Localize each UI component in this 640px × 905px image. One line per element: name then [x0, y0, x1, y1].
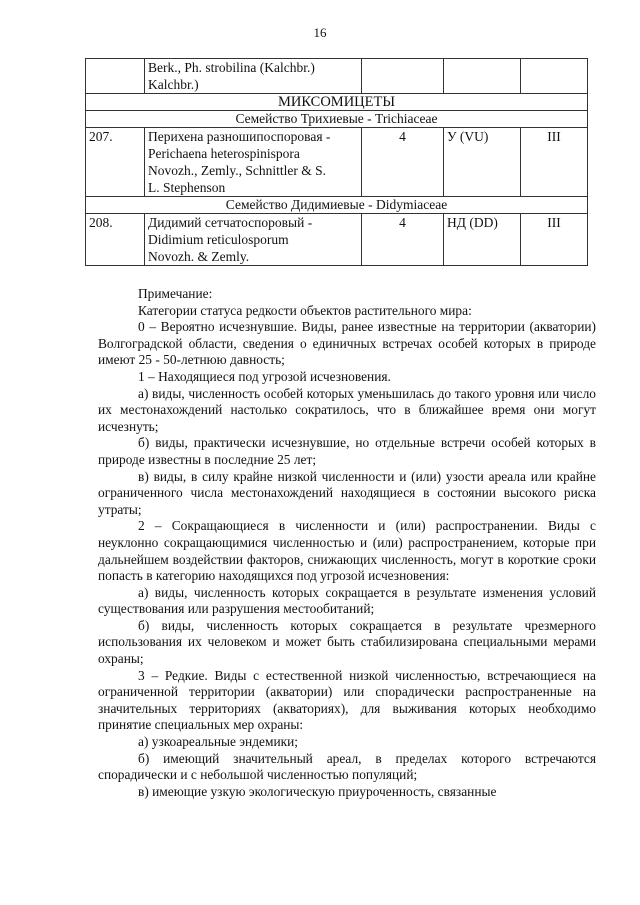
species-name-line: Перихена разношипоспоровая -: [148, 129, 331, 144]
note-paragraph: Категории статуса редкости объектов растительного мира:: [138, 302, 472, 318]
note-paragraph: а) виды, численность особей которых уменьшилась до такого уровня или число их местонахождений настолько сократилось, что в ближайшее время они могут исчезнуть;: [98, 385, 596, 434]
rarity-cell: III: [521, 128, 588, 197]
note-paragraph: б) виды, численность которых сокращается в результате чрезмерного использования их человеком и может быть стабилизирована специальными мерами охраны;: [98, 617, 596, 667]
species-name-line: Berk., Ph. strobilina (Kalchbr.): [148, 60, 315, 75]
status-cell: У (VU): [444, 128, 521, 197]
species-name: [145, 59, 362, 94]
species-name-line: Дидимий сетчатоспоровый -: [148, 215, 313, 230]
status-cell: НД (DD): [444, 214, 521, 266]
category-cell: 4: [362, 214, 444, 266]
table-row: [86, 59, 588, 94]
rarity-cell: III: [521, 214, 588, 266]
note-paragraph: а) виды, численность которых сокращается в результате изменения условий существования или разрушения местообитаний;: [98, 584, 596, 617]
note-paragraph: б) виды, практически исчезнувшие, но отдельные встречи особей которых в природе известны в последние 25 лет;: [98, 435, 596, 467]
group-title: МИКСОМИЦЕТЫ: [86, 94, 588, 111]
note-paragraph: в) имеющие узкую экологическую приуроченность, связанные: [138, 783, 497, 799]
family-row: [86, 111, 588, 128]
row-number: 208.: [86, 214, 145, 266]
notes-title: Примечание:: [138, 286, 213, 301]
row-number: 207.: [86, 128, 145, 197]
category-cell: [362, 59, 444, 94]
family-title: Семейство Трихиевые - Trichiaceae: [86, 111, 588, 128]
species-table: [85, 58, 588, 266]
species-name: [145, 214, 362, 266]
category-cell: 4: [362, 128, 444, 197]
species-name-line: Perichaena heterospinispora: [148, 146, 300, 161]
species-name-line: Didimium reticulosporum: [148, 232, 289, 247]
species-name-line: Novozh., Zemly., Schnittler & S.: [148, 163, 326, 178]
note-paragraph: а) узкоареальные эндемики;: [138, 734, 299, 750]
row-number: [86, 59, 145, 94]
species-name-line: L. Stephenson: [148, 180, 226, 195]
group-row: [86, 94, 588, 111]
note-paragraph: 3 – Редкие. Виды с естественной низкой численностью, встречающиеся на ограниченной территории (акватории) или спорадически распространенные на значительных территориях (акваториях), для выживания которых необходимо принятие специальных мер охраны:: [98, 667, 596, 733]
status-cell: [444, 59, 521, 94]
note-paragraph: 1 – Находящиеся под угрозой исчезновения.: [138, 368, 391, 384]
notes-section: [98, 286, 596, 800]
table-row: [86, 214, 588, 266]
note-paragraph: 0 – Вероятно исчезнувшие. Виды, ранее известные на территории (акватории) Волгоградской области, сведения о единичных встречах особей которых в природе имеют 25 - 50-летнюю давность;: [98, 319, 596, 368]
page-number: 16: [313, 25, 327, 40]
note-paragraph: б) имеющий значительный ареал, в пределах которого встречаются спорадически и с небольшой численностью популяций;: [98, 750, 596, 783]
species-name-line: Kalchbr.): [148, 77, 199, 92]
species-name-line: Novozh. & Zemly.: [148, 249, 250, 264]
note-paragraph: 2 – Сокращающиеся в численности и (или) распространении. Виды с неуклонно сокращающимися численностью и (или) распространением, которые при дальнейшем воздействии факторов, снижающих численность, могут в короткие сроки попасть в категорию находящихся под угрозой исчезновения:: [98, 518, 596, 584]
rarity-cell: [521, 59, 588, 94]
species-name: [145, 128, 362, 197]
family-title: Семейство Дидимиевые - Didymiaceae: [86, 197, 588, 214]
note-paragraph: в) виды, в силу крайне низкой численности и (или) узости ареала или крайне ограниченного числа местонахождений находящиеся в состоянии высокого риска утраты;: [98, 468, 596, 517]
family-row: [86, 197, 588, 214]
table-row: [86, 128, 588, 197]
